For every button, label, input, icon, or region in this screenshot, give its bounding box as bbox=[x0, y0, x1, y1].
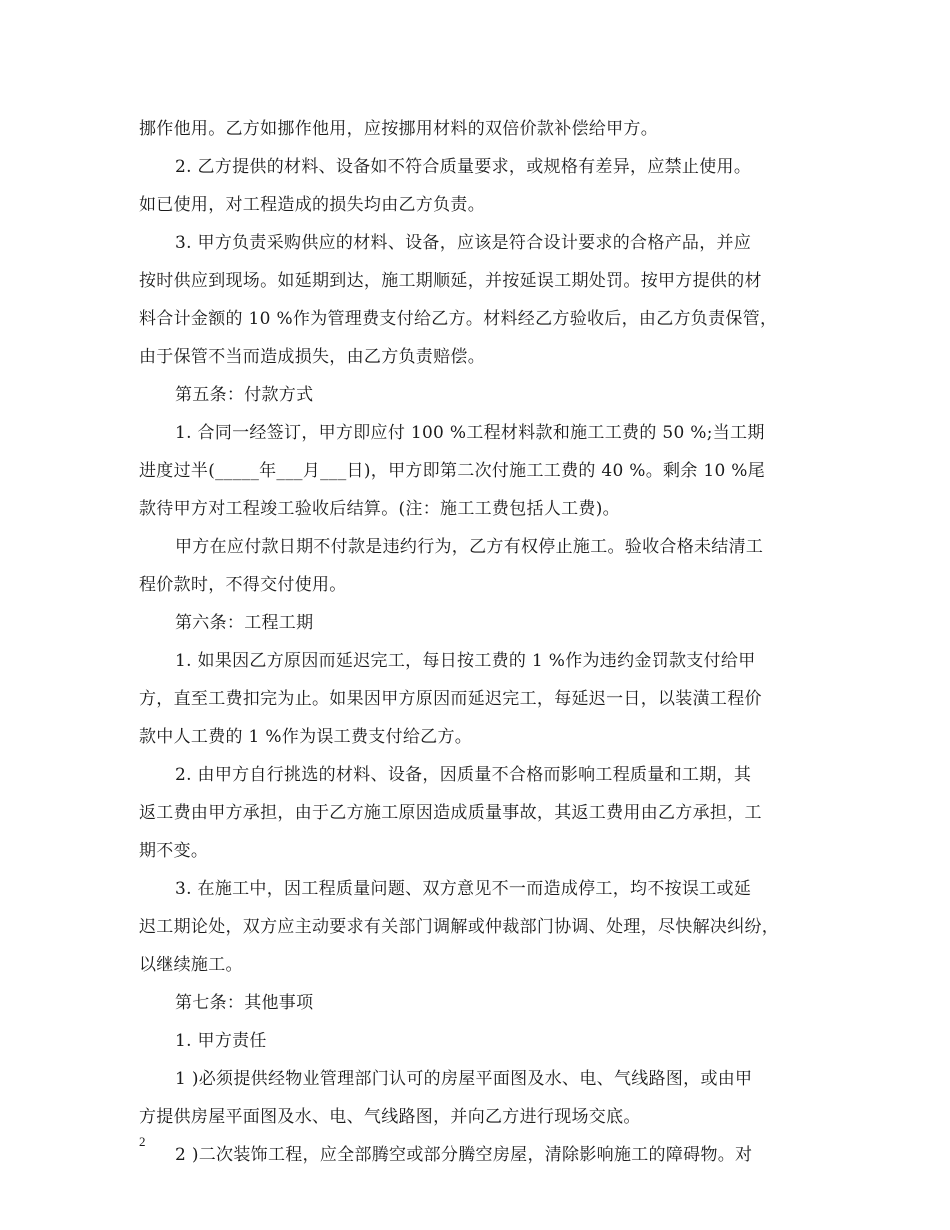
text-line: 款中人工费的 1 %作为误工费支付给乙方。 bbox=[139, 727, 473, 747]
text-line: 第七条：其他事项 bbox=[175, 993, 314, 1013]
text-line: 第五条：付款方式 bbox=[175, 385, 314, 405]
text-line: 程价款时，不得交付使用。 bbox=[139, 575, 347, 595]
text-line: 方提供房屋平面图及水、电、气线路图，并向乙方进行现场交底。 bbox=[139, 1107, 641, 1127]
text-line: 甲方在应付款日期不付款是违约行为，乙方有权停止施工。验收合格未结清工 bbox=[175, 537, 764, 557]
text-line: 1 )必须提供经物业管理部门认可的房屋平面图及水、电、气线路图，或由甲 bbox=[175, 1069, 753, 1089]
text-line: 1. 合同一经签订，甲方即应付 100 %工程材料款和施工工费的 50 %;当工期 bbox=[175, 423, 765, 443]
text-line: 第六条：工程工期 bbox=[175, 613, 314, 633]
text-line: 款待甲方对工程竣工验收后结算。(注：施工工费包括人工费)。 bbox=[139, 499, 620, 519]
text-line: 2. 由甲方自行挑选的材料、设备，因质量不合格而影响工程质量和工期，其 bbox=[175, 765, 752, 785]
text-line: 以继续施工。 bbox=[139, 955, 243, 975]
text-line: 方，直至工费扣完为止。如果因甲方原因而延迟完工，每延迟一日，以装潢工程价 bbox=[139, 689, 762, 709]
text-line: 进度过半(_____年___月___日)，甲方即第二次付施工工费的 40 %。剩余 10 %尾 bbox=[139, 461, 766, 481]
page-number: 2 bbox=[139, 1134, 146, 1149]
text-line: 挪作他用。乙方如挪作他用，应按挪用材料的双倍价款补偿给甲方。 bbox=[139, 119, 658, 139]
text-line: 返工费由甲方承担，由于乙方施工原因造成质量事故，其返工费用由乙方承担，工 bbox=[139, 803, 762, 823]
document-body bbox=[139, 110, 829, 1174]
text-line: 2. 乙方提供的材料、设备如不符合质量要求，或规格有差异，应禁止使用。 bbox=[175, 157, 752, 177]
text-line: 料合计金额的 10 %作为管理费支付给乙方。材料经乙方验收后，由乙方负责保管， bbox=[139, 309, 778, 329]
text-line: 按时供应到现场。如延期到达，施工期顺延，并按延误工期处罚。按甲方提供的材 bbox=[139, 271, 762, 291]
text-line: 3. 在施工中，因工程质量问题、双方意见不一而造成停工，均不按误工或延 bbox=[175, 879, 752, 899]
text-line: 2 )二次装饰工程，应全部腾空或部分腾空房屋，清除影响施工的障碍物。对 bbox=[175, 1145, 753, 1165]
text-line: 1. 如果因乙方原因而延迟完工，每日按工费的 1 %作为违约金罚款支付给甲 bbox=[175, 651, 756, 671]
text-line: 由于保管不当而造成损失，由乙方负责赔偿。 bbox=[139, 347, 485, 367]
text-line: 迟工期论处，双方应主动要求有关部门调解或仲裁部门协调、处理，尽快解决纠纷， bbox=[139, 917, 780, 937]
text-line: 如已使用，对工程造成的损失均由乙方负责。 bbox=[139, 195, 485, 215]
text-line: 3. 甲方负责采购供应的材料、设备，应该是符合设计要求的合格产品，并应 bbox=[175, 233, 752, 253]
text-line: 1. 甲方责任 bbox=[175, 1031, 267, 1051]
text-line: 期不变。 bbox=[139, 841, 209, 861]
